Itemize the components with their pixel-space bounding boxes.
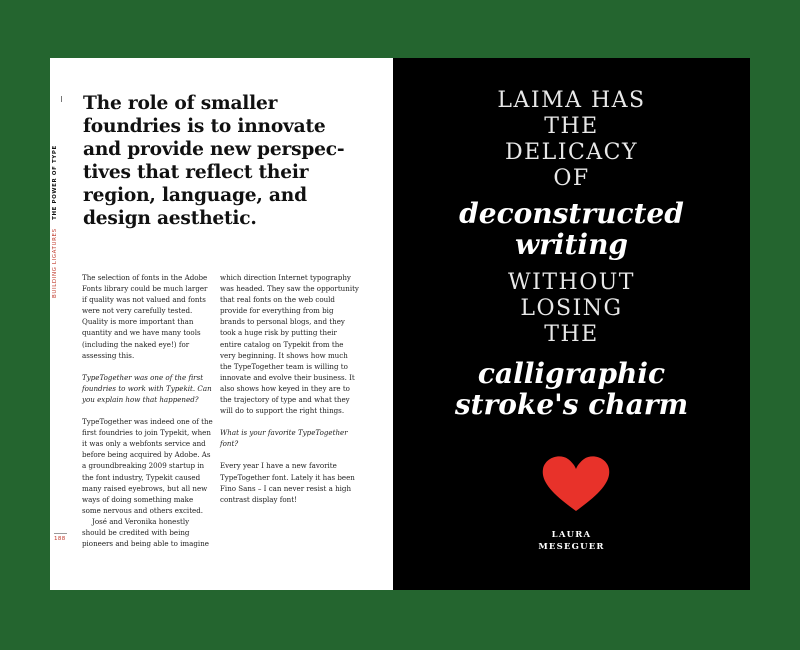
quote-line: LOSING (520, 296, 623, 321)
running-head-book-title: THE POWER OF TYPE (52, 145, 58, 220)
quote-line: stroke's charm (454, 388, 689, 421)
quote-line: deconstructed (459, 197, 684, 230)
author-last-name: MESEGUER (538, 542, 605, 552)
author-name (393, 529, 750, 553)
quote-line: THE (544, 322, 599, 347)
quote-script-block (393, 198, 750, 260)
folio-rule (54, 533, 67, 534)
quote-caps-block (393, 88, 750, 192)
body-column-left (82, 272, 214, 549)
book-spread (50, 58, 750, 590)
body-column-right (220, 272, 360, 516)
interview-question: TypeTogether was one of the first foundries to work with Typekit. Can you explain how that happened? (82, 372, 212, 404)
quote-script-block (393, 358, 750, 420)
pull-quote (393, 88, 750, 420)
author-first-name: LAURA (551, 530, 592, 540)
running-head-section: BUILDING LIGATURES (52, 228, 58, 298)
body-paragraph: which direction Internet typography was headed. They saw the opportunity that real fonts on the web could provide for everything from big brands to personal blogs, and they took a huge risk by putting their entire catalog on Typekit from the very beginning. It shows how much the TypeTogether team is willing to innovate and evolve their business. It also shows how keyed in they are to the trajectory of type and what they will do to support the right things. (220, 273, 359, 416)
quote-line: THE (544, 114, 599, 139)
headline-line: foundries is to innovate (83, 116, 326, 137)
running-head-rule (61, 96, 62, 102)
body-paragraph: José and Veronika honestly should be credited with being pioneers and being able to imagine (82, 516, 209, 549)
quote-line: LAIMA HAS (497, 88, 646, 113)
left-page (50, 58, 393, 590)
headline-line: design aesthetic. (83, 208, 257, 229)
quote-line: calligraphic (477, 357, 666, 390)
body-paragraph: TypeTogether was indeed one of the first foundries to join Typekit, when it was only a webfonts service and before being acquired by Adobe. As a groundbreaking 2009 startup in the font industry, Typekit caused many raised eyebrows, but all new ways of doing something make some nervous and others excited. (82, 417, 213, 515)
quote-line: writing (515, 228, 628, 261)
quote-line: DELICACY (504, 140, 639, 165)
right-page (393, 58, 750, 590)
headline-line: and provide new perspec- (83, 139, 345, 160)
headline-line: tives that reflect their (83, 162, 309, 183)
body-paragraph: Every year I have a new favorite TypeTogether font. Lately it has been Fino Sans – I can never resist a high contrast display font! (220, 461, 355, 504)
quote-caps-block (393, 270, 750, 348)
page-headline (83, 92, 375, 230)
quote-line: WITHOUT (508, 270, 635, 295)
headline-line: region, language, and (83, 185, 307, 206)
interview-question: What is your favorite TypeTogether font? (220, 428, 348, 449)
quote-line: OF (553, 166, 590, 191)
headline-line: The role of smaller (83, 93, 278, 114)
body-paragraph: The selection of fonts in the Adobe Fonts library could be much larger if quality was not valued and fonts were not very carefully tested. Quality is more important than quantity and we have many tools (including the naked eye!) for assessing this. (82, 273, 208, 360)
running-head (52, 108, 58, 298)
page-number: 188 (54, 536, 66, 542)
heart-icon (541, 453, 611, 513)
